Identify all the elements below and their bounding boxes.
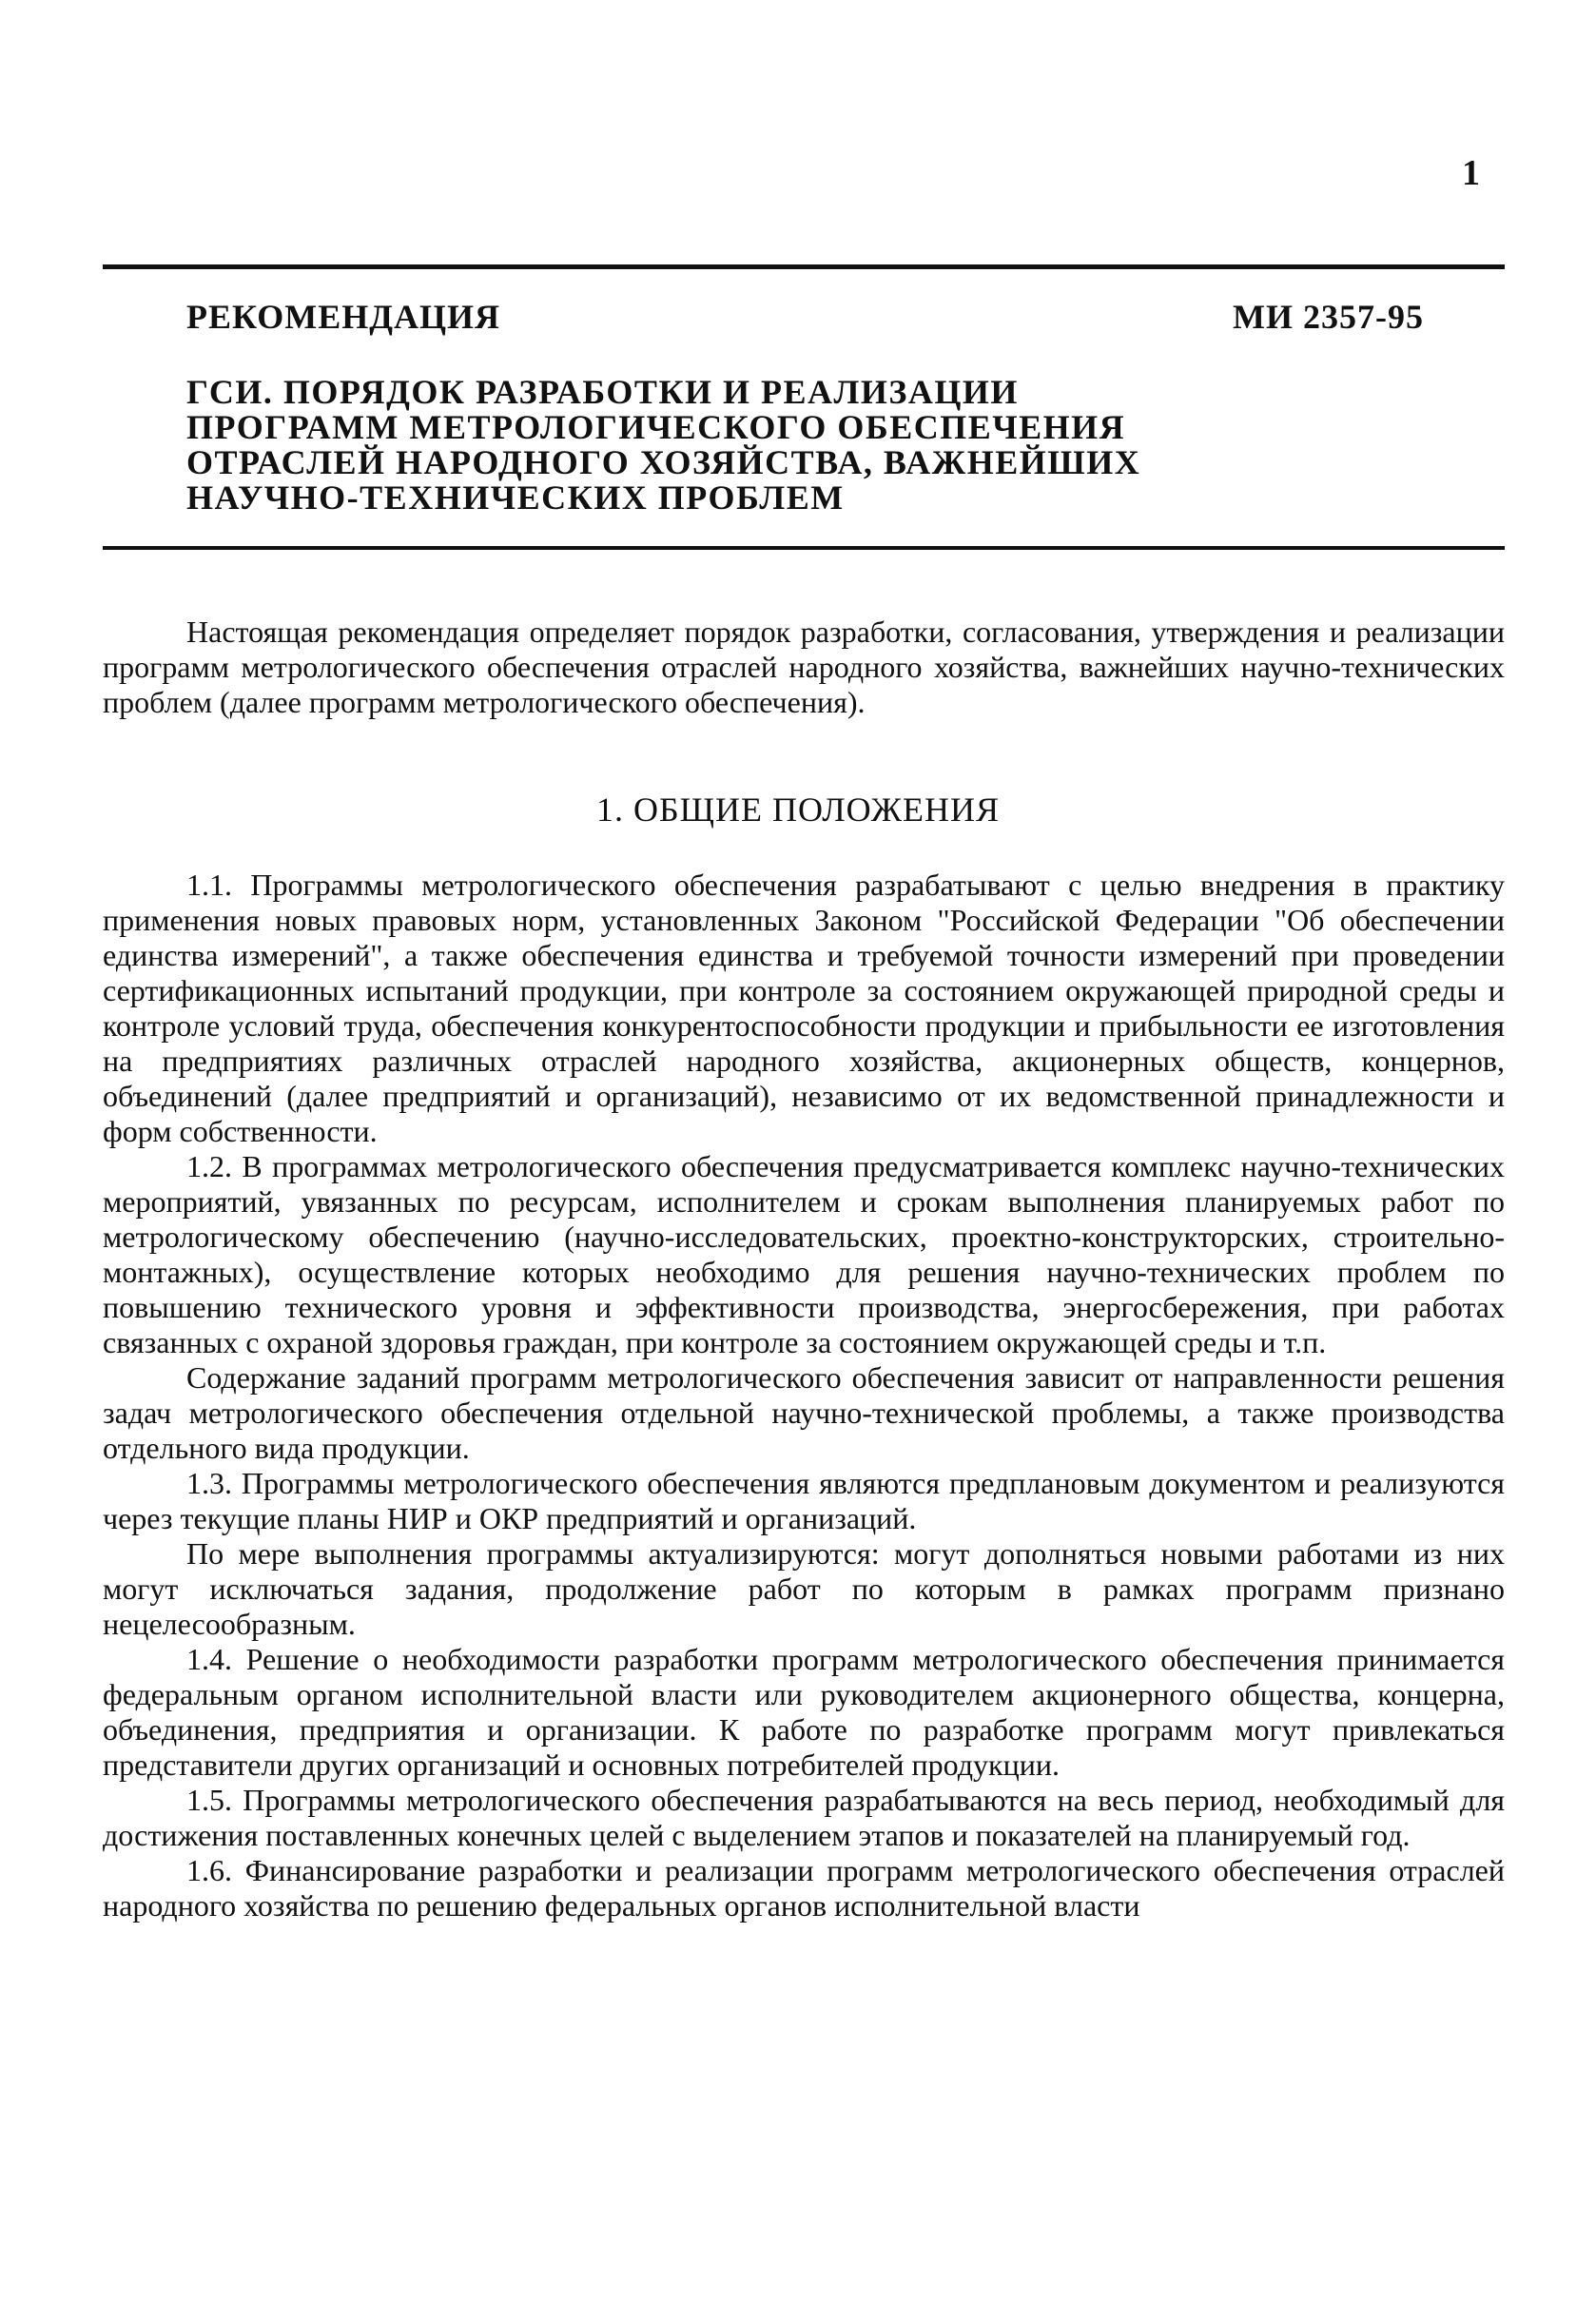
paragraph-1-5: 1.5. Программы метрологического обеспечения разрабатываются на весь период, необходимый для достижения поставленных конечных целей с выделением этапов и показателей на планируемый год. bbox=[103, 1783, 1505, 1852]
document-type: РЕКОМЕНДАЦИЯ bbox=[186, 298, 500, 336]
title-line: ПРОГРАММ МЕТРОЛОГИЧЕСКОГО ОБЕСПЕЧЕНИЯ bbox=[186, 408, 1126, 446]
title-line: НАУЧНО-ТЕХНИЧЕСКИХ ПРОБЛЕМ bbox=[186, 478, 845, 517]
introduction bbox=[103, 615, 1505, 720]
paragraph-1-2: 1.2. В программах метрологического обеспечения предусматривается комплекс научно-технических мероприятий, увязанных по ресурсам, исполнителем и срокам выполнения планируемых работ по метрологическому обеспечению (научно-исследовательских, проектно-конструкторских, строительно-монтажных), осуществление которых необходимо для решения научно-технических проблем по повышению технического уровня и эффективности производства, энергосбережения, при работах связанных с охраной здоровья граждан, при контроле за состоянием окружающей среды и т.п. bbox=[103, 1149, 1505, 1359]
document-code: МИ 2357-95 bbox=[1233, 298, 1424, 336]
intro-paragraph: Настоящая рекомендация определяет порядок разработки, согласования, утверждения и реализации программ метрологического обеспечения отраслей народного хозяйства, важнейших научно-технических проблем (далее программ метрологического обеспечения). bbox=[103, 615, 1505, 719]
section-body bbox=[103, 868, 1505, 1923]
paragraph-1-3: 1.3. Программы метрологического обеспечения являются предплановым документом и реализуются через текущие планы НИР и ОКР предприятий и организаций. bbox=[103, 1466, 1505, 1535]
paragraph-1-4: 1.4. Решение о необходимости разработки программ метрологического обеспечения принимается федеральным органом исполнительной власти или руководителем акционерного общества, концерна, объединения, предприятия и организации. К работе по разработке программ могут привлекаться представители других организаций и основных потребителей продукции. bbox=[103, 1642, 1505, 1782]
header-bottom-rule bbox=[103, 546, 1505, 550]
title-line: ГСИ. ПОРЯДОК РАЗРАБОТКИ И РЕАЛИЗАЦИИ bbox=[186, 373, 1019, 411]
header-top-rule bbox=[103, 264, 1505, 269]
paragraph-1-3-update: По мере выполнения программы актуализируются: могут дополняться новыми работами из них могут исключаться задания, продолжение работ по которым в рамках программ признано нецелесообразным. bbox=[103, 1536, 1505, 1641]
paragraph-1-2-content: Содержание заданий программ метрологического обеспечения зависит от направленности решения задач метрологического обеспечения отдельной научно-технической проблемы, а также производства отдельного вида продукции. bbox=[103, 1360, 1505, 1465]
paragraph-1-1: 1.1. Программы метрологического обеспечения разрабатывают с целью внедрения в практику применения новых правовых норм, установленных Законом "Российской Федерации "Об обеспечении единства измерений", а также обеспечения единства и требуемой точности измерений при проведении сертификационных испытаний продукции, при контроле за состоянием окружающей природной среды и контроле условий труда, обеспечения конкурентоспособности продукции и прибыльности ее изготовления на предприятиях различных отраслей народного хозяйства, акционерных обществ, концернов, объединений (далее предприятий и организаций), независимо от их ведомственной принадлежности и форм собственности. bbox=[103, 868, 1505, 1148]
document-title bbox=[186, 375, 1375, 516]
section-heading: 1. ОБЩИЕ ПОЛОЖЕНИЯ bbox=[596, 791, 1000, 829]
title-line: ОТРАСЛЕЙ НАРОДНОГО ХОЗЯЙСТВА, ВАЖНЕЙШИХ bbox=[186, 443, 1141, 481]
page-number: 1 bbox=[1462, 153, 1480, 193]
paragraph-1-6: 1.6. Финансирование разработки и реализации программ метрологического обеспечения отраслей народного хозяйства по решению федеральных органов исполнительной власти bbox=[103, 1853, 1505, 1923]
